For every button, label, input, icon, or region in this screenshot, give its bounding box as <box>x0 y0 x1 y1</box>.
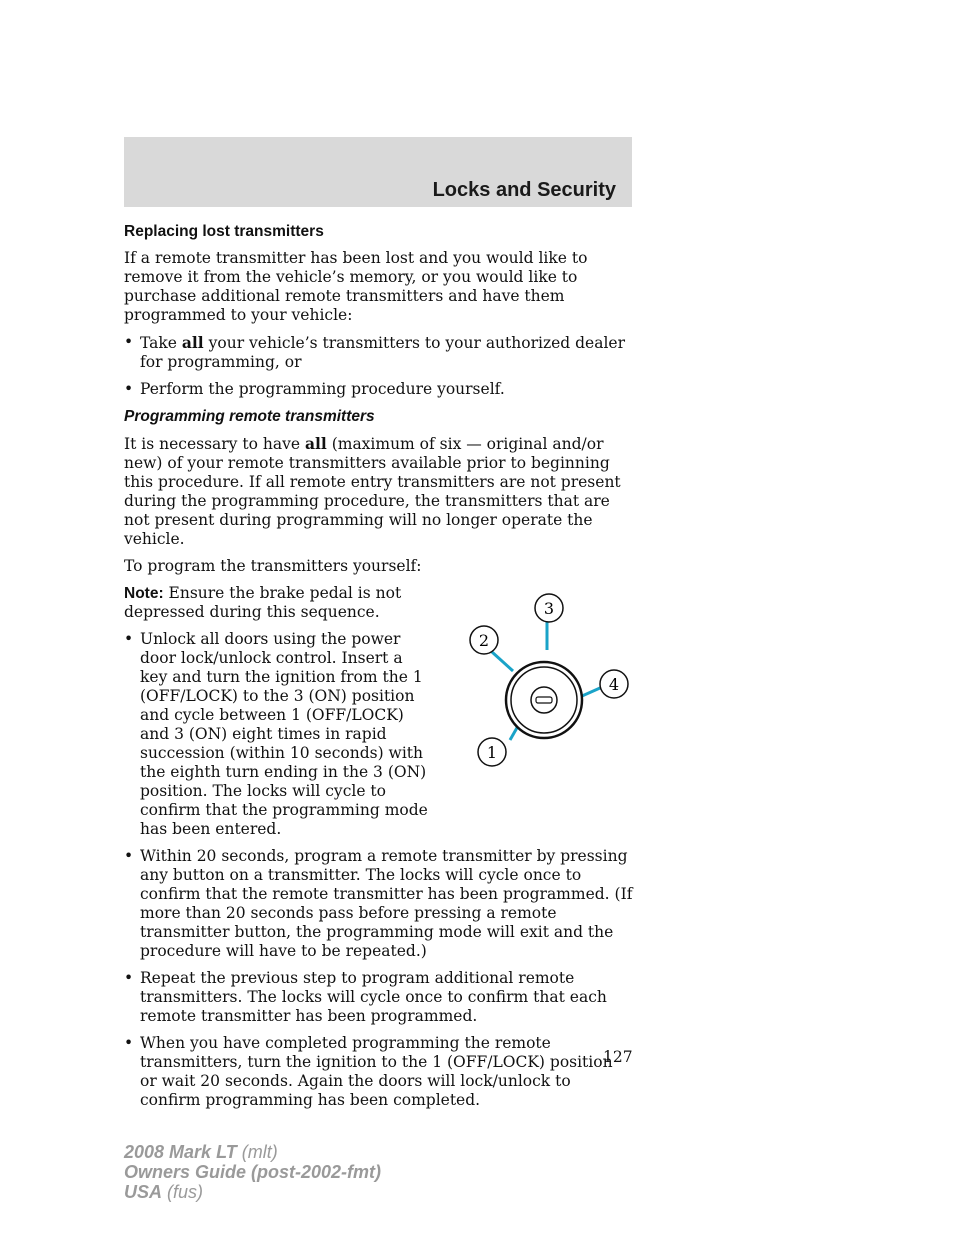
page-content <box>124 222 634 1118</box>
list-item <box>124 380 634 399</box>
list-item <box>124 1034 634 1110</box>
footer-guide: Owners Guide (post-2002-fmt) <box>124 1162 382 1182</box>
lost-intro: If a remote transmitter has been lost and you would like to remove it from the vehicle’s memory, or you would like to purchase additional remote transmitters and have them programmed to your vehicle: <box>124 249 588 324</box>
bullet-symbol: • <box>124 847 134 865</box>
programming-lead: To program the transmitters yourself: <box>124 557 422 575</box>
bullet-text: Perform the programming procedure yourself. <box>140 380 505 398</box>
bullet-symbol: • <box>124 380 134 398</box>
bullet-symbol: • <box>124 333 134 351</box>
footer-model: 2008 Mark LT (mlt) <box>124 1142 278 1162</box>
bullet-text: Repeat the previous step to program additional remote transmitters. The locks will cycle once to confirm that each remote transmitter has been programmed. <box>140 969 607 1025</box>
position-line-4 <box>582 688 600 696</box>
note-block <box>124 584 634 839</box>
list-item <box>124 630 428 839</box>
note-text: Ensure the brake pedal is not depressed during this sequence. <box>124 584 402 621</box>
section-title: Locks and Security <box>432 179 616 201</box>
header-band <box>124 137 632 207</box>
ignition-outer-ring <box>506 662 582 738</box>
emphasis-all: all <box>304 434 327 453</box>
position-line-2 <box>492 652 513 671</box>
page-number: 127 <box>603 1048 633 1066</box>
bullet-symbol: • <box>124 1034 134 1052</box>
label-1: 1 <box>486 743 498 762</box>
list-item <box>124 969 634 1026</box>
list-item <box>124 333 634 372</box>
bullet-text: Take <box>140 334 182 352</box>
heading-replacing-lost-transmitters: Replacing lost transmitters <box>124 223 324 240</box>
bullet-symbol: • <box>124 630 134 648</box>
ignition-diagram <box>438 578 638 778</box>
label-3: 3 <box>543 599 555 618</box>
bullet-text: When you have completed programming the remote transmitters, turn the ignition to the 1 (OFF/LOCK) position or wait 20 seconds. Again the doors will lock/unlock to confirm programming has been completed. <box>140 1034 613 1109</box>
label-4: 4 <box>608 675 620 694</box>
programming-intro: It is necessary to have all (maximum of six — original and/or new) of your remote transmitters available prior to beginning this procedure. If all remote entry transmitters are not present during the programming procedure, the transmitters that are not present during programming will no longer operate the vehicle. <box>124 434 621 548</box>
note-label: Note: <box>124 585 164 602</box>
label-2: 2 <box>478 631 490 650</box>
ignition-diagram-svg <box>438 578 638 778</box>
bullet-text: Within 20 seconds, program a remote transmitter by pressing any button on a transmitter. The locks will cycle once to confirm that the remote transmitter has been programmed. (If more than 20 seconds pass before pressing a remote transmitter button, the programming mode will exit and the procedure will have to be repeated.) <box>140 847 633 960</box>
bullet-text: your vehicle’s transmitters to your authorized dealer for programming, or <box>140 334 626 371</box>
heading-programming-remote-transmitters: Programming remote transmitters <box>124 408 375 425</box>
list-item <box>124 847 634 961</box>
footer <box>124 1142 381 1202</box>
bullet-symbol: • <box>124 969 134 987</box>
bullet-text: Unlock all doors using the power door lock/unlock control. Insert a key and turn the ignition from the 1 (OFF/LOCK) to the 3 (ON) position and cycle between 1 (OFF/LOCK) and 3 (ON) eight times in rapid succession (within 10 seconds) with the eighth turn ending in the 3 (ON) position. The locks will cycle to confirm that the programming mode has been entered. <box>140 630 428 838</box>
emphasis-all: all <box>181 333 204 352</box>
footer-region: USA (fus) <box>124 1182 204 1202</box>
